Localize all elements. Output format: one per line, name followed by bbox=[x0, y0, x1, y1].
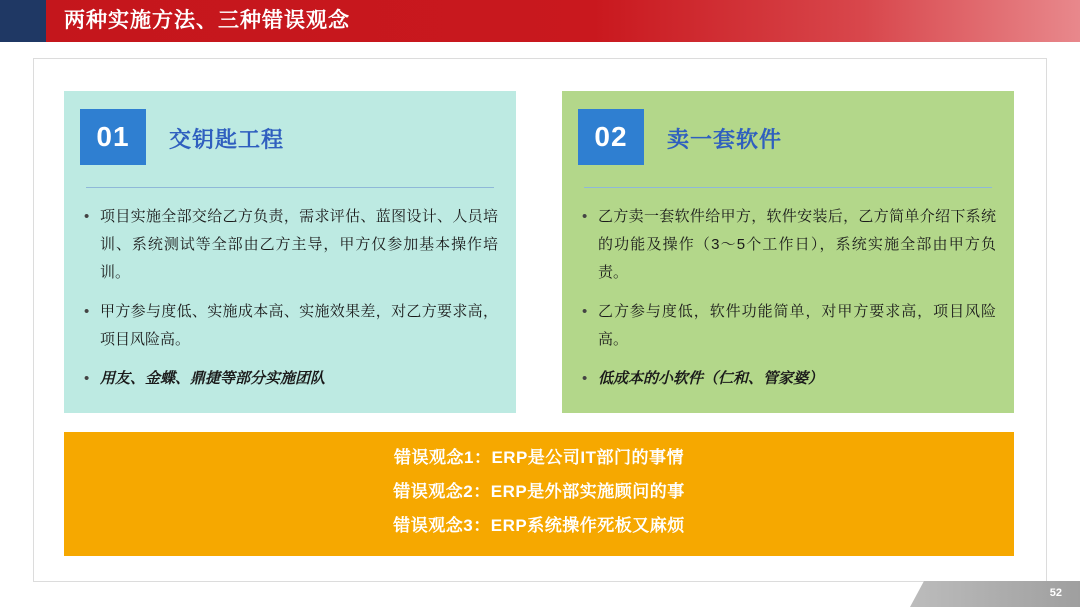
bullet-marker: • bbox=[84, 370, 90, 387]
list-item bbox=[582, 298, 996, 354]
list-item bbox=[84, 203, 498, 287]
page-number: 52 bbox=[1049, 587, 1062, 599]
misconception-line-2: 错误观念2：ERP是外部实施顾问的事 bbox=[393, 482, 685, 501]
slide-header bbox=[0, 0, 1080, 42]
list-item bbox=[582, 365, 996, 393]
card-title-02: 卖一套软件 bbox=[667, 127, 783, 152]
card-divider-02 bbox=[584, 187, 992, 188]
bullet-text: 用友、金蝶、鼎捷等部分实施团队 bbox=[100, 370, 326, 387]
card-body-01 bbox=[84, 203, 498, 404]
card-turnkey-project bbox=[64, 91, 516, 413]
page-title: 两种实施方法、三种错误观念 bbox=[64, 9, 350, 32]
list-item bbox=[582, 203, 996, 287]
bullet-text: 乙方卖一套软件给甲方，软件安装后，乙方简单介绍下系统的功能及操作（3～5个工作日），系统实施全部由甲方负责。 bbox=[598, 208, 996, 281]
bullet-text: 低成本的小软件（仁和、管家婆） bbox=[598, 370, 824, 387]
bullet-marker: • bbox=[84, 208, 90, 225]
card-divider-01 bbox=[86, 187, 494, 188]
bullet-text: 甲方参与度低、实施成本高、实施效果差，对乙方要求高，项目风险高。 bbox=[100, 303, 498, 348]
bullet-marker: • bbox=[582, 370, 588, 387]
card-title-01: 交钥匙工程 bbox=[169, 127, 285, 152]
misconception-line-1: 错误观念1：ERP是公司IT部门的事情 bbox=[393, 448, 685, 467]
misconceptions-panel bbox=[64, 432, 1014, 556]
header-accent-block bbox=[0, 0, 46, 42]
card-sell-software bbox=[562, 91, 1014, 413]
bullet-marker: • bbox=[84, 303, 90, 320]
bullet-marker: • bbox=[582, 208, 588, 225]
card-badge-02: 02 bbox=[578, 109, 644, 165]
list-item bbox=[84, 298, 498, 354]
card-body-02 bbox=[582, 203, 996, 404]
bullet-marker: • bbox=[582, 303, 588, 320]
list-item bbox=[84, 365, 498, 393]
misconception-line-3: 错误观念3：ERP系统操作死板又麻烦 bbox=[393, 516, 685, 535]
card-badge-01: 01 bbox=[80, 109, 146, 165]
bullet-text: 乙方参与度低，软件功能简单，对甲方要求高，项目风险高。 bbox=[598, 303, 996, 348]
bullet-text: 项目实施全部交给乙方负责，需求评估、蓝图设计、人员培训、系统测试等全部由乙方主导，甲方仅参加基本操作培训。 bbox=[100, 208, 498, 281]
